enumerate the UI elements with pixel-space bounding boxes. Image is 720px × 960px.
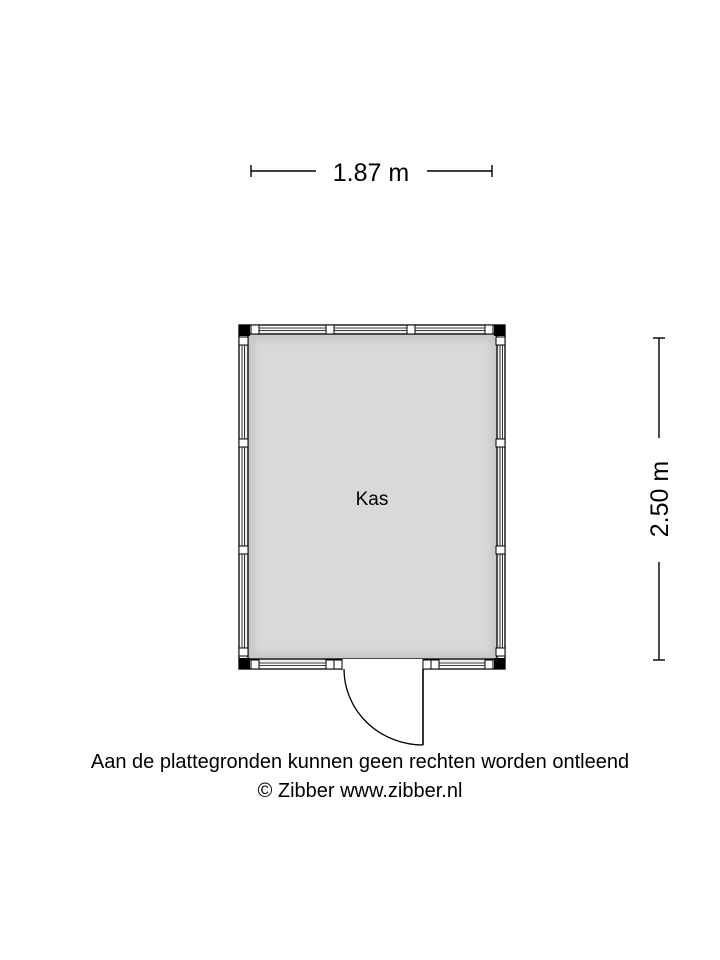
corner-post bbox=[239, 658, 250, 669]
copyright-text: © Zibber www.zibber.nl bbox=[257, 780, 463, 802]
height-dimension bbox=[646, 338, 674, 660]
width-label: 1.87 m bbox=[332, 159, 410, 187]
corner-post bbox=[239, 325, 250, 336]
height-label: 2.50 m bbox=[646, 460, 674, 538]
room-label: Kas bbox=[355, 489, 389, 510]
door bbox=[342, 659, 423, 745]
width-dimension bbox=[251, 159, 492, 187]
corner-post bbox=[494, 658, 505, 669]
corner-post bbox=[494, 325, 505, 336]
disclaimer-text: Aan de plattegronden kunnen geen rechten worden ontleend bbox=[90, 751, 630, 773]
room-kas bbox=[248, 334, 497, 659]
door-swing-arc bbox=[344, 669, 423, 745]
